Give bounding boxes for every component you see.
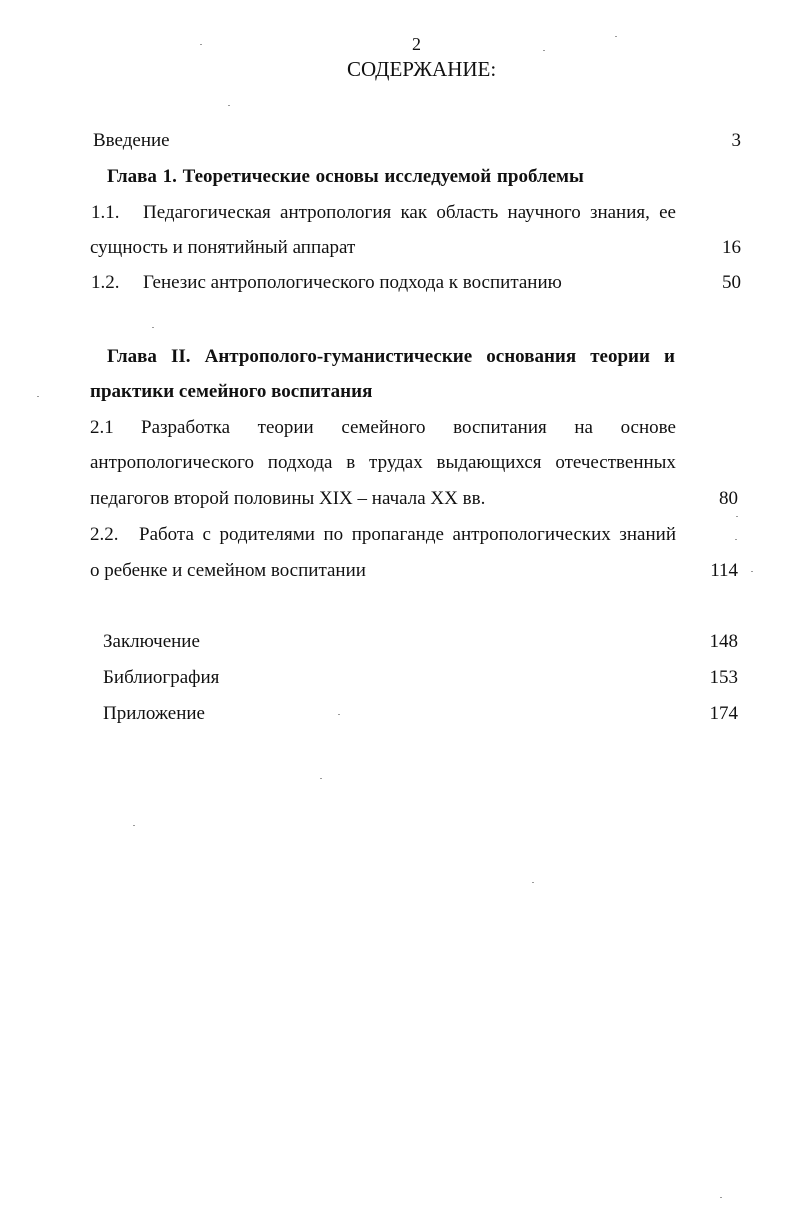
page-title: СОДЕРЖАНИЕ:: [347, 57, 497, 81]
scan-speck: [736, 516, 738, 517]
word: по: [323, 524, 344, 545]
page-number: 2: [412, 34, 421, 54]
word: отечественных: [555, 452, 676, 473]
toc-intro-page: 3: [731, 130, 741, 151]
scan-speck: [228, 105, 230, 106]
scan-speck: [615, 36, 617, 37]
toc-conclusion-label: Заключение: [103, 631, 200, 652]
toc-intro-label: Введение: [93, 130, 170, 151]
chapter-1-heading: Глава 1. Теоретические основы исследуемой проблемы: [107, 166, 584, 187]
word: основания: [486, 346, 577, 367]
word: на: [574, 417, 593, 438]
word: область: [436, 202, 499, 223]
scan-speck: [720, 1197, 722, 1198]
word: Разработка: [141, 417, 231, 438]
toc-appendix-label: Приложение: [103, 703, 205, 724]
word: теории: [257, 417, 314, 438]
word: основе: [620, 417, 676, 438]
word: Антрополого-гуманистические: [204, 346, 473, 367]
scan-speck: [338, 714, 340, 715]
section-1-2-page: 50: [722, 272, 741, 293]
word: знания,: [589, 202, 650, 223]
section-2-1-line1: [141, 418, 676, 437]
word: II.: [170, 346, 191, 367]
word: антропология: [280, 202, 392, 223]
word: Работа: [139, 524, 194, 545]
chapter-2-heading-line1: [107, 347, 675, 366]
word: ее: [659, 202, 676, 223]
word: воспитания: [453, 417, 547, 438]
word: знаний: [619, 524, 676, 545]
word: антропологических: [452, 524, 611, 545]
word: Педагогическая: [143, 202, 271, 223]
section-2-1-number: 2.1: [90, 417, 114, 438]
section-2-2-page: 114: [710, 560, 738, 581]
toc-bibliography-label: Библиография: [103, 667, 220, 688]
scan-speck: [37, 396, 39, 397]
section-2-1-line3: педагогов второй половины XIX – начала XX вв.: [90, 488, 486, 509]
word: родителями: [219, 524, 315, 545]
section-2-1-page: 80: [719, 488, 738, 509]
section-2-1-line2: [90, 453, 676, 472]
word: пропаганде: [351, 524, 444, 545]
section-2-2-number: 2.2.: [90, 524, 119, 545]
toc-appendix-page: 174: [709, 703, 738, 724]
word: научного: [507, 202, 581, 223]
word: выдающихся: [436, 452, 542, 473]
scan-speck: [543, 50, 545, 51]
word: антропологического: [90, 452, 254, 473]
section-2-2-line2: о ребенке и семейном воспитании: [90, 560, 366, 581]
section-1-1-line2: сущность и понятийный аппарат: [90, 237, 356, 258]
toc-conclusion-page: 148: [709, 631, 738, 652]
section-2-2-line1: [139, 525, 676, 544]
word: как: [400, 202, 428, 223]
scan-speck: [532, 882, 534, 883]
toc-bibliography-page: 153: [709, 667, 738, 688]
word: трудах: [369, 452, 423, 473]
word: Глава: [107, 346, 157, 367]
word: семейного: [341, 417, 426, 438]
word: с: [202, 524, 211, 545]
scan-speck: [735, 539, 737, 540]
word: подхода: [267, 452, 333, 473]
section-1-2-line1: Генезис антропологического подхода к воспитанию: [143, 272, 562, 293]
scan-speck: [200, 44, 202, 45]
word: теории: [590, 346, 650, 367]
word: в: [346, 452, 356, 473]
scan-speck: [152, 327, 154, 328]
chapter-2-heading-line2: практики семейного воспитания: [90, 381, 373, 402]
scan-speck: [751, 571, 753, 572]
scan-speck: [133, 825, 135, 826]
section-1-1-number: 1.1.: [91, 202, 120, 223]
scan-speck: [320, 778, 322, 779]
section-1-2-number: 1.2.: [91, 272, 120, 293]
section-1-1-page: 16: [722, 237, 741, 258]
word: и: [664, 346, 675, 367]
section-1-1-line1: [143, 203, 676, 222]
